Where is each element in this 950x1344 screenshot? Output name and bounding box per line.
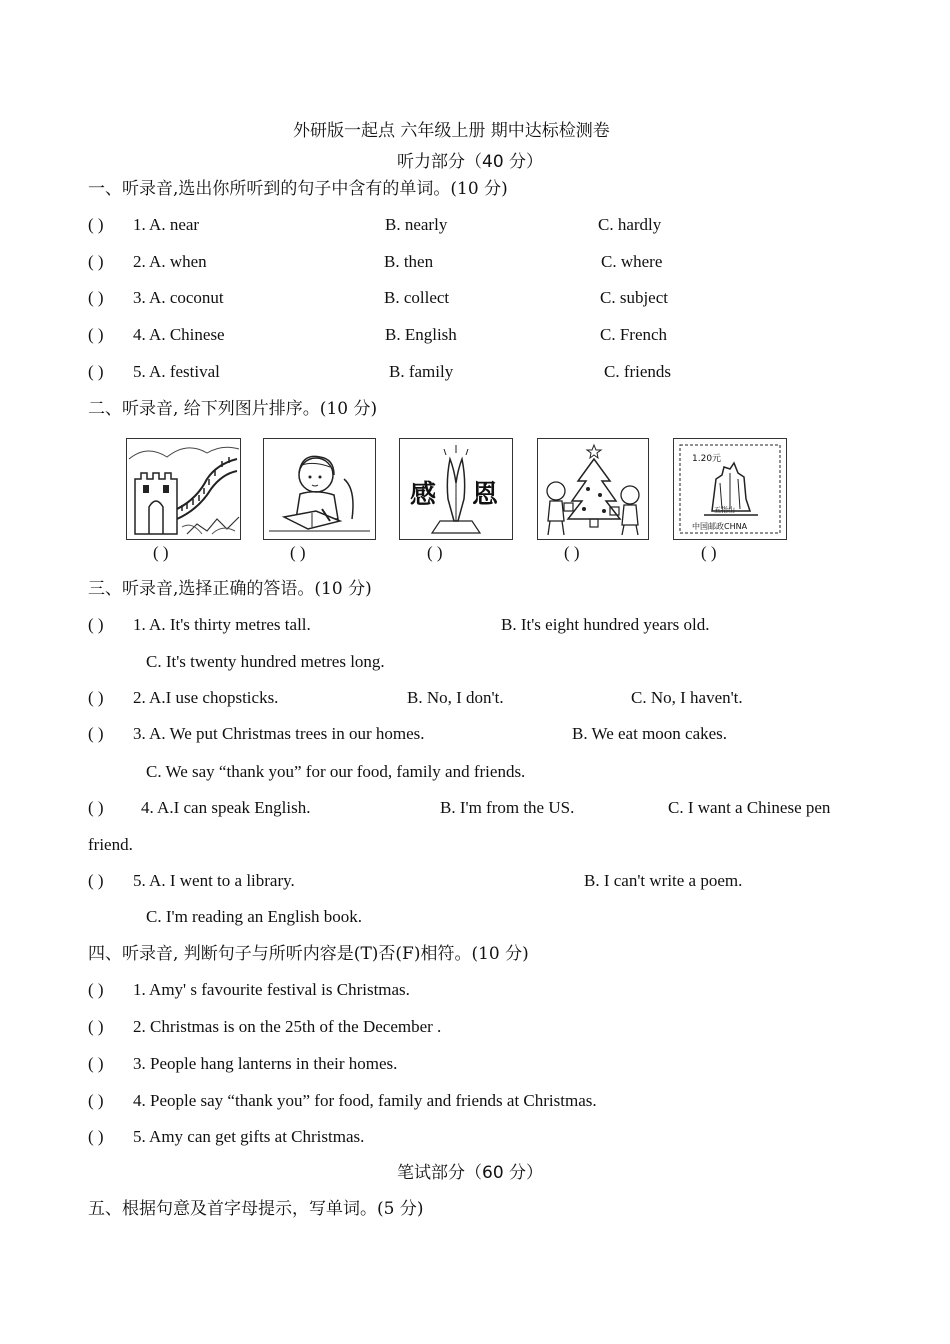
page-title: 外研版一起点 六年级上册 期中达标检测卷 [293,121,610,141]
option-c: C. hardly [598,215,662,234]
thanksgiving-hands-icon [399,438,513,540]
option-b: B. nearly [385,215,448,234]
question-option-a: 3. A. coconut [133,288,224,307]
statement-text: 5. Amy can get gifts at Christmas. [133,1127,365,1146]
answer-bracket[interactable]: ( ) [88,252,104,271]
statement-text: 3. People hang lanterns in their homes. [133,1054,398,1073]
statement-text: 1. Amy' s favourite festival is Christmas. [133,980,410,999]
question-option-a: 5. A. I went to a library. [133,871,295,890]
option-b: B. English [385,325,457,344]
option-c: C. French [600,325,668,344]
section3-heading: 三、听录音,选择正确的答语。(10 分) [88,579,372,599]
christmas-tree-icon [537,438,649,540]
picture-answer-bracket[interactable]: ( ) [153,543,169,562]
question-option-a: 2. A. when [133,252,207,271]
option-c: C. I want a Chinese pen [668,798,831,817]
statement-text: 2. Christmas is on the 25th of the December . [133,1017,442,1036]
answer-bracket[interactable]: ( ) [88,798,104,817]
answer-bracket[interactable]: ( ) [88,1054,104,1073]
option-b: B. collect [384,288,450,307]
option-c: C. It's twenty hundred metres long. [146,652,385,671]
stamp-icon [673,438,787,540]
question-option-a: 4. A. Chinese [133,325,225,344]
answer-bracket[interactable]: ( ) [88,724,104,743]
question-option-a: 1. A. near [133,215,200,234]
svg-text:1.20元: 1.20元 [692,454,722,464]
written-header: 笔试部分（60 分） [397,1163,544,1183]
answer-bracket[interactable]: ( ) [88,688,104,707]
option-b: B. I can't write a poem. [584,871,743,890]
option-c: C. No, I haven't. [631,688,743,707]
option-b: B. I'm from the US. [440,798,575,817]
option-b: B. then [384,252,434,271]
option-b: B. It's eight hundred years old. [501,615,710,634]
great-wall-icon [126,438,241,540]
question-option-a: 2. A.I use chopsticks. [133,688,279,707]
option-c: C. where [601,252,663,271]
statement-text: 4. People say “thank you” for food, family and friends at Christmas. [133,1091,597,1110]
section4-heading: 四、听录音, 判断句子与所听内容是(T)否(F)相符。(10 分) [88,944,529,964]
question-option-a: 1. A. It's thirty metres tall. [133,615,311,634]
picture-answer-bracket[interactable]: ( ) [290,543,306,562]
question-option-a: 5. A. festival [133,362,220,381]
answer-bracket[interactable]: ( ) [88,1127,104,1146]
section1-heading: 一、听录音,选出你所听到的句子中含有的单词。(10 分) [88,179,508,199]
option-b: B. We eat moon cakes. [572,724,728,743]
question-option-a: 3. A. We put Christmas trees in our homes. [133,724,425,743]
answer-bracket[interactable]: ( ) [88,615,104,634]
svg-text:五指山: 五指山 [714,506,735,514]
option-b: B. No, I don't. [407,688,504,707]
option-c-continued: friend. [88,835,133,854]
question-option-a: 4. A.I can speak English. [141,798,311,817]
option-c: C. friends [604,362,672,381]
option-c: C. We say “thank you” for our food, family and friends. [146,762,526,781]
picture-answer-bracket[interactable]: ( ) [427,543,443,562]
section5-heading: 五、根据句意及首字母提示，写单词。(5 分) [88,1199,424,1219]
girl-writing-icon [263,438,376,540]
svg-text:感: 感 [410,480,437,510]
option-c: C. I'm reading an English book. [146,907,363,926]
svg-text:中国邮政CHNA: 中国邮政CHNA [692,522,748,531]
answer-bracket[interactable]: ( ) [88,215,104,234]
answer-bracket[interactable]: ( ) [88,1017,104,1036]
option-c: C. subject [600,288,668,307]
answer-bracket[interactable]: ( ) [88,362,104,381]
svg-text:恩: 恩 [472,480,499,510]
listening-header: 听力部分（40 分） [397,152,544,172]
section2-heading: 二、听录音, 给下列图片排序。(10 分) [88,399,378,419]
answer-bracket[interactable]: ( ) [88,288,104,307]
picture-answer-bracket[interactable]: ( ) [564,543,580,562]
option-b: B. family [389,362,454,381]
answer-bracket[interactable]: ( ) [88,980,104,999]
answer-bracket[interactable]: ( ) [88,325,104,344]
answer-bracket[interactable]: ( ) [88,1091,104,1110]
picture-answer-bracket[interactable]: ( ) [701,543,717,562]
answer-bracket[interactable]: ( ) [88,871,104,890]
